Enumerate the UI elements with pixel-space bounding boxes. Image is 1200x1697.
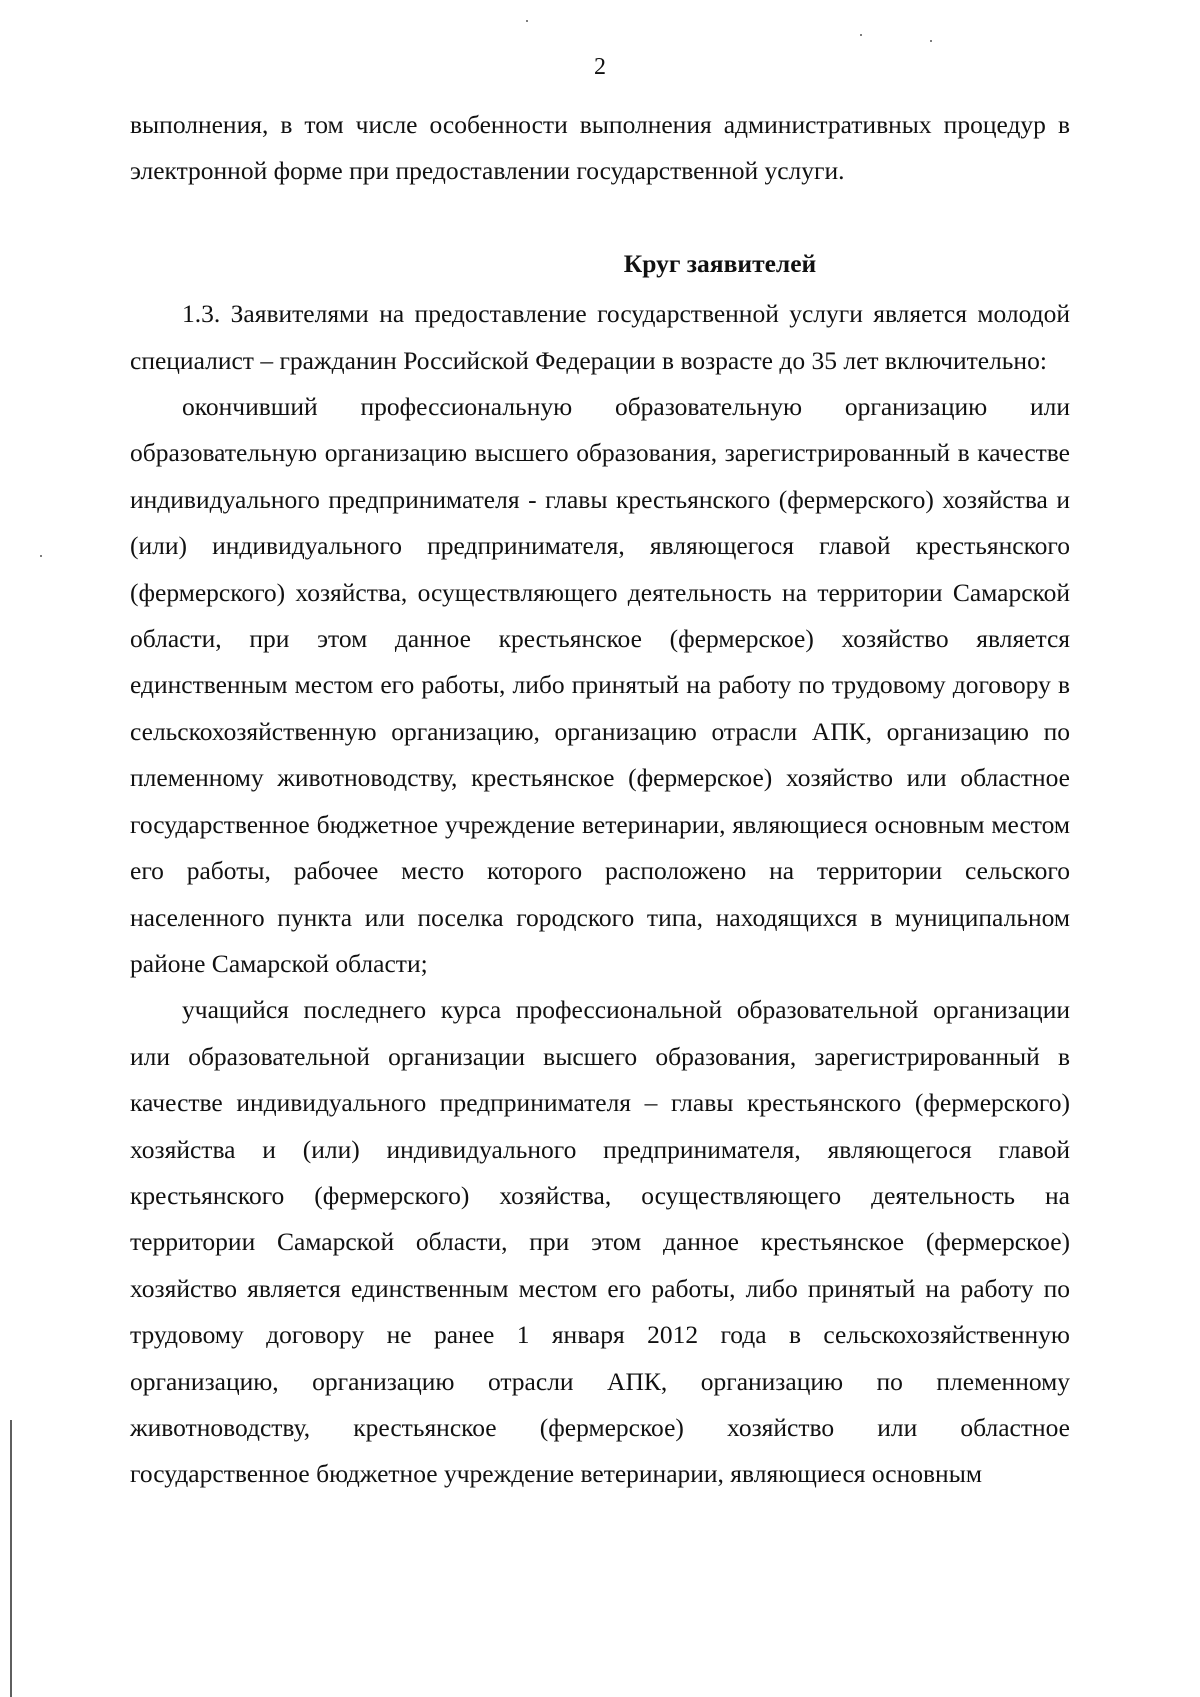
paragraph-graduate: окончивший профессиональную образовательную организацию или образовательную организацию высшего образования, зарегистрированный в качестве индивидуального предпринимателя - главы крестьянского (фермерского) хозяйства и (или) индивидуального предпринимателя, являющегося главой крестьянского (фермерского) хозяйства, осуществляющего деятельность на территории Самарской области, при этом данное крестьянское (фермерское) хозяйство является единственным местом его работы, либо принятый на работу по трудовому договору в сельскохозяйственную организацию, организацию отрасли АПК, организацию по племенному животноводству, крестьянское (фермерское) хозяйство или областное государственное бюджетное учреждение ветеринарии, являющиеся основным местом его работы, рабочее место которого расположено на территории сельского населенного пункта или поселка городского типа, находящихся в муниципальном районе Самарской области; (130, 392, 1070, 978)
paragraph-student: учащийся последнего курса профессиональной образовательной организации или образовательной организации высшего образования, зарегистрированный в качестве индивидуального предпринимателя – главы крестьянского (фермерского) хозяйства и (или) индивидуального предпринимателя, являющегося главой крестьянского (фермерского) хозяйства, осуществляющего деятельность на территории Самарской области, при этом данное крестьянское (фермерское) хозяйство является единственным местом его работы, либо принятый на работу по трудовому договору не ранее 1 января 2012 года в сельскохозяйственную организацию, организацию отрасли АПК, организацию по племенному животноводству, крестьянское (фермерское) хозяйство или областное государственное бюджетное учреждение ветеринарии, являющиеся основным (130, 995, 1070, 1489)
section-heading: Круг заявителей (623, 248, 817, 278)
scan-speck (526, 20, 528, 22)
scan-speck (860, 34, 862, 36)
paragraph-1-3: 1.3. Заявителями на предоставление государственной услуги является молодой специалист – гражданин Российской Федерации в возрасте до 35 лет включительно: (130, 299, 1070, 375)
scan-margin-line (10, 1420, 12, 1697)
paragraph-continuation: выполнения, в том числе особенности выполнения административных процедур в электронной форме при предоставлении государственной услуги. (130, 110, 1070, 186)
page-number: 2 (594, 54, 606, 80)
scan-speck (40, 555, 42, 557)
scan-speck (930, 40, 932, 42)
document-body (130, 102, 1070, 1498)
